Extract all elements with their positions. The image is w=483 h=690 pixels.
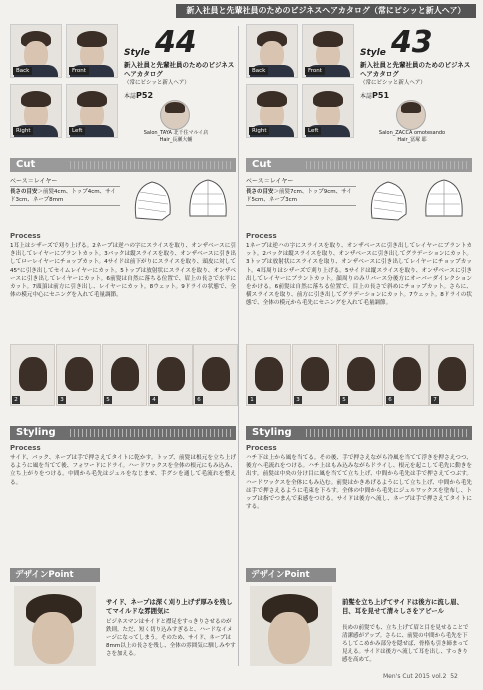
salon-credit: Salon_ZACCA omotesando Hair_冨塚 耶 bbox=[378, 130, 446, 143]
style-43-photos bbox=[246, 24, 356, 146]
cut-section-bar: Cut bbox=[246, 158, 472, 172]
page-footer bbox=[383, 673, 458, 680]
page-header bbox=[0, 0, 483, 22]
column-divider bbox=[238, 26, 239, 666]
photo-tag: Back bbox=[13, 67, 32, 75]
cut-process-text: 1耳上はシザーズで刈り上げる。2ネープは逆ハの字にスライスを取り、オンザベースに引き出してレイヤーにブラントカット。3バックは縦スライスを取り、オンザベースに引き出してローレイヤーにチョップカット。4サイドは前下がりにスライスを取り、頭皮に対して45°に引き出してセイムレイヤーにカット。5トップは放射状にスライスを取り、オンザベースに引き出してレイヤーにカット。6前髪は自然に落ちる位置で、眉上の長さで水平にカット。7頭頂は前方に引き出し、レイヤーにカット。8ウェット。9ドライの状態で、全体の模元中心にセニングを入れて毛量調節。 bbox=[10, 243, 236, 299]
styling-process-text: サイド、バック、ネープは手で押さえてタイトに乾かす。トップ、前髪は根元を立ち上げるように風を当てて後、フォワードにドライ。ハードワックスを全体の根元にもみ込み、立ち上がりをつける。中間から毛先はジェルをなじませ、手グシを通して毛流れを整える。 bbox=[10, 455, 236, 486]
page-number: 52 bbox=[450, 673, 458, 680]
cut-step-photos bbox=[246, 344, 472, 404]
cut-step-photo: 5 bbox=[102, 344, 147, 406]
photo-tag: Left bbox=[305, 127, 321, 135]
catalog-title: 新入社員と先輩社員のためのビジネスヘアカタログ bbox=[360, 61, 471, 78]
page-reference: 本誌P52 bbox=[124, 91, 154, 100]
salon-credit: Salon_TAYA 北千住マルイ店 Hair_長瀬大輔 bbox=[143, 130, 209, 143]
photo-back bbox=[246, 24, 298, 78]
cut-process-title: Process bbox=[246, 232, 277, 240]
style-44-column bbox=[10, 24, 236, 666]
stylist-avatar bbox=[396, 100, 426, 130]
catalog-title: 新入社員と先輩社員のためのビジネスヘアカタログ bbox=[124, 61, 235, 78]
header-title: 新入社員と先輩社員のためのビジネスヘアカタログ（常にピシッと新人ヘア） bbox=[176, 4, 476, 18]
style-number: 43 bbox=[390, 25, 433, 60]
photo-front bbox=[66, 24, 118, 78]
cut-step-photo: 2 bbox=[10, 344, 55, 406]
design-point-text: 長めの前髪でも、立ち上げて眉と目を見せることで清潔感がアップ。さらに、前髪の中間から毛先を下ろしてこめかみ部分を隠せば、骨格も引き締まって見える。サイドは後方へ流して耳を出し、すっきり感を高めて。 bbox=[342, 625, 469, 663]
style-number: 44 bbox=[154, 25, 197, 60]
cut-step-photo: 1 bbox=[246, 344, 291, 406]
style-info bbox=[124, 25, 236, 100]
styling-process-text: ハチ下は上から風を当てる。その後、手で押さえながら冷風を当てて浮きを押さえつつ、後方へ毛流れをつける。ハチ上はもみ込みながらドライし、根元を起こして毛先に動きを出す。前髪は中央の分け目に風を当てて立ち上げ、中間から毛先は手で押さえてつぶす。ハードワックスを全体にもみ込む。前髪はかきあげるようにして立ち上げ、中間から毛先は手で押さえるように毛束を下ろす。全体の中間から毛先にジェルワックスを塗布し、トップは指でつまんで束感をつける。サイドは後方へ流し、ネープは手で押さえてタイトにする。 bbox=[246, 455, 472, 511]
design-point-photo bbox=[250, 586, 332, 666]
cut-step-photo: 6 bbox=[193, 344, 238, 406]
cut-diagram-side bbox=[362, 174, 414, 226]
page-reference: 本誌P51 bbox=[360, 91, 390, 100]
photo-left bbox=[302, 84, 354, 138]
photo-right bbox=[10, 84, 62, 138]
style-44-photos bbox=[10, 24, 120, 146]
styling-section-bar: Styling bbox=[246, 426, 472, 440]
cut-section-bar: Cut bbox=[10, 158, 236, 172]
photo-tag: Right bbox=[13, 127, 33, 135]
cut-step-photo: 4 bbox=[148, 344, 193, 406]
cut-diagram-side bbox=[126, 174, 178, 226]
cut-diagram-back bbox=[418, 174, 470, 226]
cut-step-photo: 6 bbox=[384, 344, 429, 406]
cut-step-photo: 5 bbox=[338, 344, 383, 406]
design-point-heading: サイド、ネープは深く刈り上げず厚みを残してマイルドな雰囲気に bbox=[106, 598, 233, 615]
cut-process-text: 1ネープは逆ハの字にスライスを取り、オンザベースに引き出してレイヤーにブラントカット。2バックは縦スライスを取り、オンザベースに引き出してグラデーションにカット。3トップは放射状にスライスを取り、オンザベースに引き出してレイヤーにチョップカット。4耳周りはシザーズで刈り上げる。5サイドは縦スライスを取り、オンザベースに引き出してレイヤーにブラントカット。顔周りのみリバース分後方にオーバーダイレクションをかける。6前髪は自然に落ちる位置で、目上の長さで斜めにチョップカット。さらに、横スライスを取り、前方に引き出してグラデーションにカット。7ウェット。8ドライの状態で、全体の模元から毛先にセニングを入れて毛量調節。 bbox=[246, 243, 472, 307]
styling-section-bar: Styling bbox=[10, 426, 236, 440]
catalog-subtitle: （常にピシッと新人ヘア） bbox=[124, 80, 190, 86]
styling-process-title: Process bbox=[246, 444, 277, 452]
length-guide: 長さの目安＞前髪7cm、トップ9cm、サイド5cm、ネープ3cm bbox=[246, 186, 356, 206]
photo-tag: Right bbox=[249, 127, 269, 135]
photo-tag: Left bbox=[69, 127, 85, 135]
cut-process-title: Process bbox=[10, 232, 41, 240]
design-point-photo bbox=[14, 586, 96, 666]
style-info bbox=[360, 25, 472, 100]
photo-tag: Front bbox=[69, 67, 89, 75]
cut-step-photos bbox=[10, 344, 236, 404]
cut-step-photo: 3 bbox=[56, 344, 101, 406]
design-point-text: ビジネスマンはサイドと襟足をすっきりさせるのが鉄則。ただ、短く切り込みすぎると、ハードなイメージになってしまう。そのため、サイド、ネープは8mm以上の長さを残し、全体の雰囲気に馴しみやすさを加える。 bbox=[106, 619, 236, 657]
cut-base: ベース＝レイヤー bbox=[246, 178, 294, 185]
design-point-bar: デザインPoint bbox=[10, 568, 100, 582]
cut-diagram-back bbox=[182, 174, 234, 226]
design-point-bar: デザインPoint bbox=[246, 568, 336, 582]
cut-base: ベース＝レイヤー bbox=[10, 178, 58, 185]
photo-tag: Back bbox=[249, 67, 268, 75]
style-label: Style bbox=[124, 48, 150, 58]
photo-front bbox=[302, 24, 354, 78]
photo-tag: Front bbox=[305, 67, 325, 75]
magazine-name: Men's Cut 2015 vol.2 bbox=[383, 673, 447, 680]
cut-step-photo: 3 bbox=[292, 344, 337, 406]
photo-right bbox=[246, 84, 298, 138]
photo-back bbox=[10, 24, 62, 78]
design-point-heading: 前髪を立ち上げてサイドは後方に流し眉、目、耳を見せて清々しさをアピール bbox=[342, 598, 463, 615]
catalog-subtitle: （常にピシッと新人ヘア） bbox=[360, 80, 426, 86]
stylist-avatar bbox=[160, 100, 190, 130]
photo-left bbox=[66, 84, 118, 138]
cut-step-photo: 7 bbox=[429, 344, 474, 406]
style-43-column bbox=[246, 24, 472, 666]
styling-process-title: Process bbox=[10, 444, 41, 452]
length-guide: 長さの目安＞前髪4cm、トップ4cm、サイド3cm、ネープ8mm bbox=[10, 186, 120, 206]
style-label: Style bbox=[360, 48, 386, 58]
